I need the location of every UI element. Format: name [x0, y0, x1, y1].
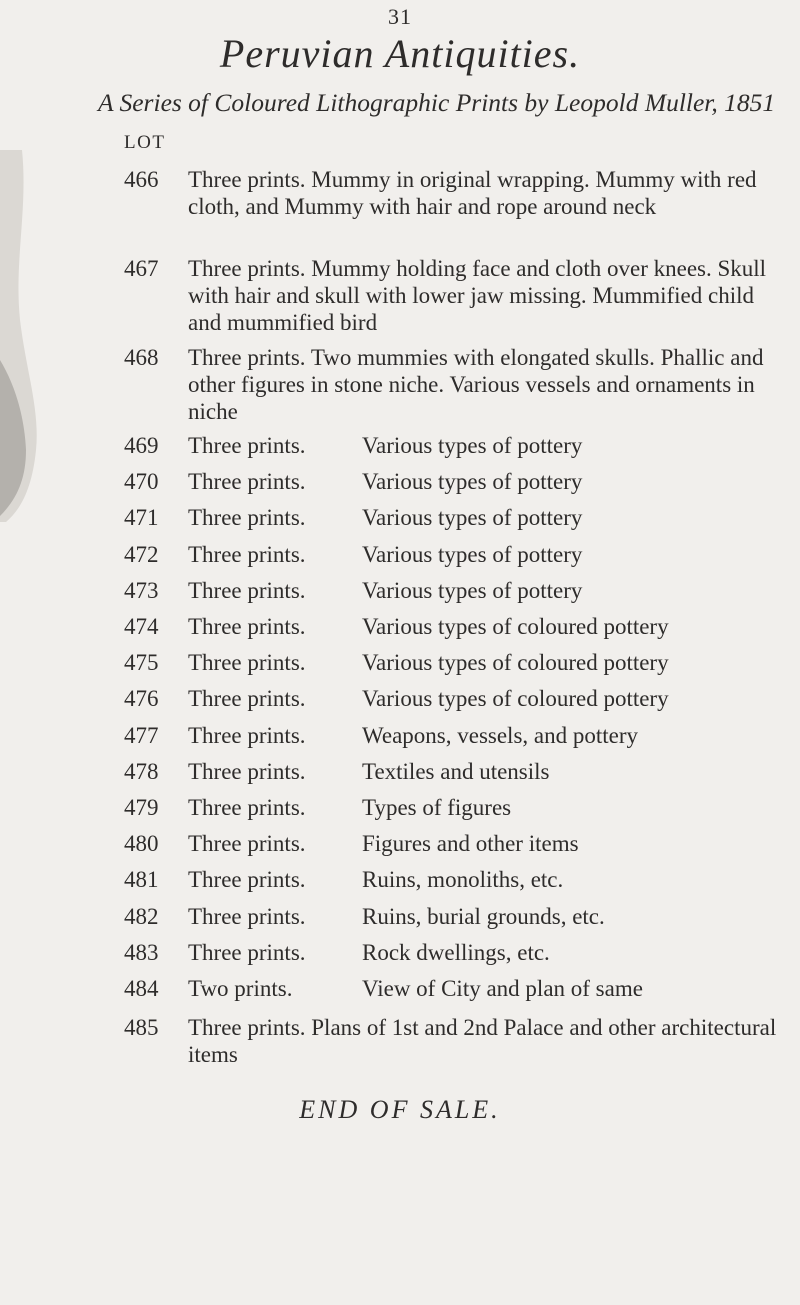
lot-number: 479 [124, 795, 159, 820]
lot-number: 478 [124, 758, 159, 784]
lot-number: 483 [124, 939, 159, 965]
lot-print-count: Three prints. [188, 903, 306, 929]
binding-shadow-shape [0, 150, 50, 630]
lot-print-count: Three prints. [188, 795, 306, 820]
lot-print-count: Three prints. [188, 722, 306, 748]
lot-number: 472 [124, 541, 159, 567]
lot-subject: Various types of pottery [362, 577, 583, 603]
lot-print-count: Two prints. [188, 976, 293, 1001]
lot-subject: Various types of coloured pottery [362, 650, 669, 676]
lot-subject: Types of figures [362, 795, 512, 820]
lot-number: 471 [124, 505, 159, 531]
lot-subject: Various types of pottery [362, 505, 583, 531]
end-of-sale-text: END OF SALE. [299, 1095, 501, 1124]
lot-entry [124, 344, 784, 425]
lot-number: 473 [124, 577, 159, 603]
lot-subject: Rock dwellings, etc. [362, 939, 550, 965]
lot-column-header: LOT [124, 132, 166, 153]
lot-number: 474 [124, 614, 159, 639]
lot-print-count: Three prints. [188, 650, 306, 676]
lot-entry [124, 166, 784, 220]
page-binding-shadow [0, 150, 50, 630]
lot-subject: Textiles and utensils [362, 758, 550, 784]
lot-print-count: Three prints. [188, 831, 306, 857]
lot-description: Three prints. Mummy in original wrapping. Mummy with red cloth, and Mummy with hair and rope around neck [188, 167, 757, 219]
lot-subject: Various types of pottery [362, 469, 583, 495]
lot-print-count: Three prints. [188, 433, 306, 458]
lot-description: Three prints. Two mummies with elongated skulls. Phallic and other figures in stone niche. Various vessels and ornaments in niche [188, 345, 764, 424]
lot-description: Three prints. Plans of 1st and 2nd Palace and other architectural items [188, 1015, 777, 1067]
lot-description: Three prints. Mummy holding face and cloth over knees. Skull with hair and skull with lower jaw missing. Mummified child and mummified bird [188, 256, 767, 335]
lot-print-count: Three prints. [188, 758, 306, 784]
lot-print-count: Three prints. [188, 939, 306, 965]
lot-subject: Figures and other items [362, 831, 579, 857]
lot-number: 475 [124, 650, 159, 676]
lot-print-count: Three prints. [188, 541, 306, 567]
lot-number: 469 [124, 433, 159, 458]
lot-subject: Ruins, burial grounds, etc. [362, 903, 605, 929]
lot-print-count: Three prints. [188, 469, 306, 495]
lot-number: 467 [124, 256, 159, 281]
lot-print-count: Three prints. [188, 614, 306, 639]
lot-number: 482 [124, 903, 159, 929]
lot-number: 466 [124, 167, 159, 192]
lot-subject: Various types of pottery [362, 433, 583, 458]
lot-print-count: Three prints. [188, 867, 306, 893]
lot-subject: Various types of coloured pottery [362, 614, 669, 639]
lot-print-count: Three prints. [188, 505, 306, 531]
lot-entry [124, 255, 784, 336]
lot-number: 480 [124, 831, 159, 857]
page-title: Peruvian Antiquities. [219, 31, 581, 76]
lot-number: 476 [124, 686, 159, 712]
lot-subject: View of City and plan of same [362, 976, 643, 1001]
lot-number: 481 [124, 867, 159, 893]
lot-subject: Various types of coloured pottery [362, 686, 669, 712]
lot-entry [124, 1014, 784, 1068]
lot-number: 485 [124, 1015, 159, 1040]
lot-print-count: Three prints. [188, 686, 306, 712]
lot-subject: Weapons, vessels, and pottery [362, 722, 638, 748]
lot-number: 470 [124, 469, 159, 495]
lot-print-count: Three prints. [188, 577, 306, 603]
lot-number: 468 [124, 345, 159, 370]
lot-subject: Ruins, monoliths, etc. [362, 867, 564, 893]
lot-subject: Various types of pottery [362, 541, 583, 567]
page-subtitle: A Series of Coloured Lithographic Prints by Leopold Muller, 1851 [98, 88, 776, 117]
page-number: 31 [388, 4, 412, 29]
lot-number: 477 [124, 722, 159, 748]
lot-number: 484 [124, 976, 159, 1001]
